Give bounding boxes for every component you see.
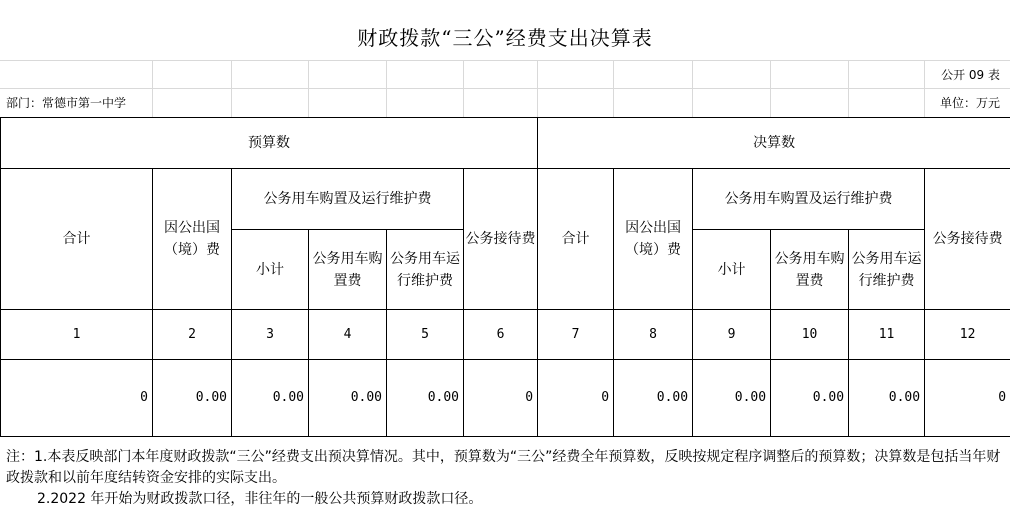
index-cell: 4 (309, 310, 387, 360)
index-cell: 2 (153, 310, 232, 360)
index-row (1, 310, 1010, 360)
index-cell: 5 (387, 310, 464, 360)
value-cell: 0.00 (771, 360, 849, 437)
group-header-row (1, 118, 1010, 169)
index-cell: 12 (925, 310, 1010, 360)
index-cell: 6 (464, 310, 538, 360)
value-cell: 0.00 (232, 360, 309, 437)
value-cell: 0.00 (387, 360, 464, 437)
index-cell: 7 (538, 310, 614, 360)
final-subtotal-header: 小计 (693, 230, 771, 310)
value-cell: 0.00 (153, 360, 232, 437)
footnotes (6, 447, 1004, 510)
unit-label: 单位：万元 (939, 96, 1000, 110)
footnote-2: 2.2022 年开始为财政拨款口径，非往年的一般公共预算财政拨款口径。 (37, 491, 483, 507)
value-cell: 0 (1, 360, 153, 437)
column-header-row-1 (1, 169, 1010, 230)
report-title: 财政拨款“三公”经费支出决算表 (357, 26, 653, 50)
value-cell: 0 (464, 360, 538, 437)
budget-group-header: 预算数 (1, 118, 538, 169)
form-number: 公开 09 表 (941, 68, 1000, 82)
budget-vehicle-operation-header: 公务用车运行维护费 (387, 230, 464, 310)
value-cell: 0.00 (309, 360, 387, 437)
final-total-header: 合计 (538, 169, 614, 310)
value-cell: 0 (538, 360, 614, 437)
value-row (1, 360, 1010, 437)
index-cell: 11 (849, 310, 925, 360)
final-abroad-header: 因公出国（境）费 (614, 169, 693, 310)
index-cell: 9 (693, 310, 771, 360)
value-cell: 0.00 (693, 360, 771, 437)
index-cell: 1 (1, 310, 153, 360)
final-vehicle-group-header: 公务用车购置及运行维护费 (693, 169, 925, 230)
budget-total-header: 合计 (1, 169, 153, 310)
index-cell: 10 (771, 310, 849, 360)
index-cell: 8 (614, 310, 693, 360)
footnote-1: 注：1.本表反映部门本年度财政拨款“三公”经费支出预决算情况。其中，预算数为“三公”经费全年预算数，反映按规定程序调整后的预算数；决算数是包括当年财政拨款和以前年度结转资金安排的实际支出。 (6, 449, 1001, 486)
department-label: 部门：常德市第一中学 (6, 96, 127, 110)
three-public-expenses-table (0, 117, 1010, 437)
value-cell: 0.00 (614, 360, 693, 437)
final-reception-header: 公务接待费 (925, 169, 1010, 310)
budget-subtotal-header: 小计 (232, 230, 309, 310)
final-vehicle-operation-header: 公务用车运行维护费 (849, 230, 925, 310)
value-cell: 0 (925, 360, 1010, 437)
budget-vehicle-group-header: 公务用车购置及运行维护费 (232, 169, 464, 230)
value-cell: 0.00 (849, 360, 925, 437)
final-group-header: 决算数 (538, 118, 1010, 169)
index-cell: 3 (232, 310, 309, 360)
budget-abroad-header: 因公出国（境）费 (153, 169, 232, 310)
budget-reception-header: 公务接待费 (464, 169, 538, 310)
budget-vehicle-purchase-header: 公务用车购置费 (309, 230, 387, 310)
header-gridlines (0, 60, 1010, 117)
final-vehicle-purchase-header: 公务用车购置费 (771, 230, 849, 310)
